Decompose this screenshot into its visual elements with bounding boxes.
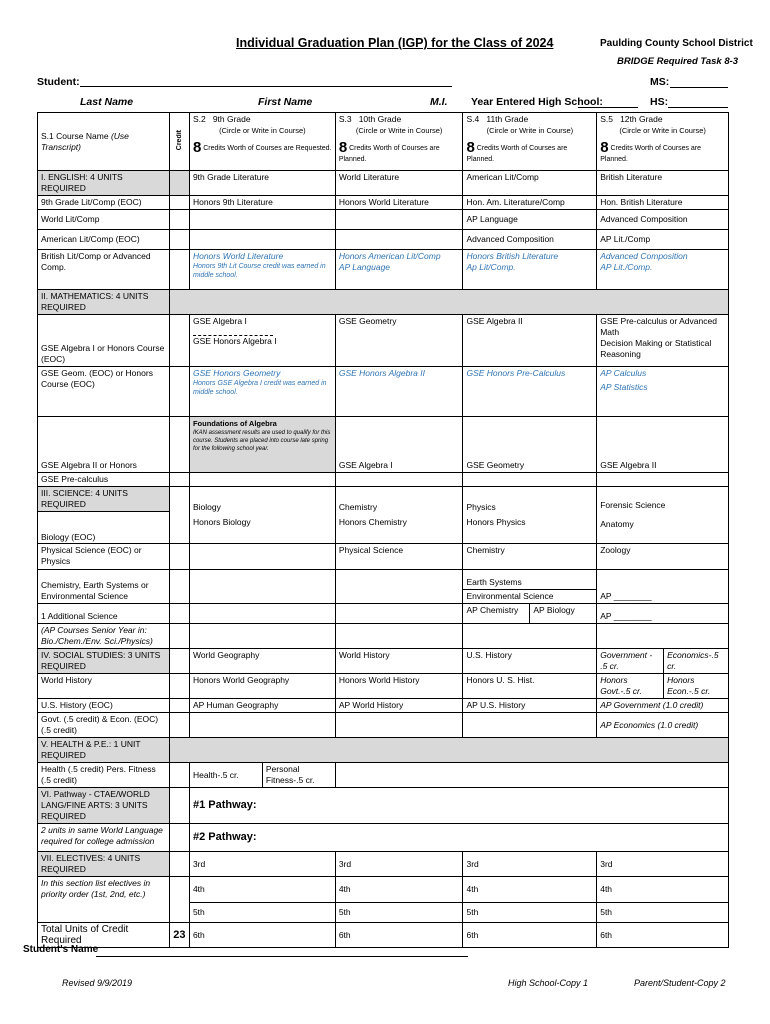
course-cell[interactable]: GSE Geometry — [463, 417, 597, 473]
table-row — [38, 824, 729, 852]
course-cell[interactable]: AP Human Geography — [189, 699, 335, 713]
requirement-label: (AP Courses Senior Year in: Bio./Chem./Env. Sci./Physics) — [38, 624, 170, 649]
table-row — [38, 544, 729, 570]
course-cell[interactable]: AP Economics (1.0 credit) — [597, 713, 729, 738]
course-cell[interactable]: Advanced Composition — [600, 251, 688, 261]
requirement-label: Health (.5 credit) Pers. Fitness (.5 credit) — [38, 763, 170, 788]
table-row — [38, 604, 729, 624]
course-cell[interactable]: Earth Systems — [463, 576, 596, 590]
course-cell[interactable]: GSE Honors Algebra I — [192, 336, 277, 346]
district-name: Paulding County School District — [600, 38, 753, 49]
course-cell[interactable]: AP Government (1.0 credit) — [597, 699, 729, 713]
course-cell[interactable]: GSE Algebra I — [335, 417, 463, 473]
course-cell[interactable]: Honors World Literature — [192, 251, 284, 261]
electives-section: VII. ELECTIVES: 4 UNITS REQUIRED — [38, 852, 170, 877]
page-title: Individual Graduation Plan (IGP) for the Class of 2024 — [236, 36, 554, 50]
table-row — [38, 487, 729, 544]
course-cell[interactable]: AP Statistics — [600, 382, 648, 392]
course-cell[interactable]: Hon. Am. Literature/Comp — [463, 196, 597, 210]
electives-note: In this section list electives in priority order (1st, 2nd, etc.) — [38, 877, 170, 923]
requirement-label: 1 Additional Science — [38, 604, 170, 624]
course-cell[interactable]: Biology — [192, 502, 221, 512]
course-cell[interactable]: AP Chemistry — [463, 604, 530, 624]
course-cell[interactable]: Advanced Composition — [463, 230, 597, 250]
hs-field[interactable] — [668, 107, 728, 108]
table-row — [38, 473, 729, 487]
table-row — [38, 649, 729, 674]
elective-slot[interactable]: 3rd — [335, 852, 463, 877]
table-row — [38, 923, 729, 948]
g10-credits-text: Credits Worth of Courses are Planned. — [338, 145, 440, 163]
course-cell[interactable]: Honors British Literature — [466, 251, 559, 261]
course-cell[interactable]: American Lit/Comp — [463, 171, 597, 196]
course-cell[interactable]: Honors 9th Literature — [189, 196, 335, 210]
math-section-row — [38, 290, 729, 315]
social-section: IV. SOCIAL STUDIES: 3 UNITS REQUIRED — [38, 649, 170, 674]
elective-slot[interactable]: 4th — [463, 877, 597, 903]
copy-1-label: High School-Copy 1 — [508, 978, 589, 988]
course-cell[interactable]: Honors U. S. Hist. — [463, 674, 597, 699]
table-row — [38, 852, 729, 877]
course-cell[interactable]: Honors Econ.-.5 cr. — [664, 674, 729, 699]
igp-table — [37, 112, 729, 948]
course-note: IKAN assessment results are used to qualify for this course. Students are placed into course late spring for the following school year. — [192, 430, 331, 452]
pathway-note: 2 units in same World Language required for college admission — [38, 824, 170, 852]
course-cell[interactable]: Foundations of Algebra — [192, 419, 277, 428]
course-cell[interactable]: AP Lit./Comp — [597, 230, 729, 250]
health-section: V. HEALTH & P.E.: 1 UNIT REQUIRED — [38, 738, 170, 763]
course-cell[interactable]: AP Biology — [530, 604, 597, 624]
revised-date: Revised 9/9/2019 — [62, 978, 133, 988]
course-cell[interactable]: AP ________ — [597, 570, 729, 604]
total-value: 23 — [169, 923, 189, 948]
elective-slot[interactable]: 3rd — [189, 852, 335, 877]
table-row — [38, 713, 729, 738]
total-label: Total Units of Credit Required — [41, 924, 129, 946]
table-row — [38, 763, 729, 788]
g11-credits-num: 8 — [466, 139, 475, 156]
ms-label: MS: — [650, 76, 670, 88]
elective-slot[interactable]: 6th — [335, 923, 463, 948]
elective-slot[interactable]: 6th — [189, 923, 335, 948]
g12-code: S.5 — [600, 114, 613, 124]
course-cell[interactable]: Honors American Lit/Comp — [338, 251, 441, 261]
course-cell[interactable]: GSE Honors Geometry — [192, 368, 281, 378]
course-cell[interactable]: Chemistry — [338, 502, 378, 512]
elective-slot[interactable]: 3rd — [463, 852, 597, 877]
course-cell[interactable]: GSE Pre-calculus or Advanced Math — [600, 316, 717, 337]
table-row — [38, 250, 729, 290]
course-cell[interactable]: Honors Chemistry — [338, 517, 407, 527]
math-section: II. MATHEMATICS: 4 UNITS REQUIRED — [38, 290, 170, 315]
g9-credits-text: Credits Worth of Courses are Requested. — [203, 145, 332, 152]
elective-slot[interactable]: 4th — [597, 877, 729, 903]
year-entered-field[interactable] — [578, 107, 638, 108]
course-cell[interactable]: 9th Grade Literature — [189, 171, 335, 196]
elective-slot[interactable]: 5th — [189, 903, 335, 923]
course-cell[interactable]: Government - .5 cr. — [597, 649, 664, 674]
course-cell[interactable]: Anatomy — [600, 519, 634, 529]
g12-header: 12th Grade — [620, 114, 663, 124]
copy-2-label: Parent/Student-Copy 2 — [634, 978, 726, 988]
table-row — [38, 230, 729, 250]
table-row — [38, 417, 729, 473]
requirement-label: Biology (EOC) — [41, 532, 96, 542]
course-cell[interactable]: Health-.5 cr. — [189, 763, 262, 788]
course-cell[interactable]: Hon. British Literature — [597, 196, 729, 210]
course-cell[interactable]: AP Lit./Comp. — [600, 262, 653, 272]
g9-sub: (Circle or Write in Course) — [219, 126, 306, 135]
science-section: III. SCIENCE: 4 UNITS REQUIRED — [38, 487, 169, 512]
course-cell[interactable]: Physics — [466, 502, 496, 512]
table-row — [38, 699, 729, 713]
last-name-label: Last Name — [80, 96, 134, 108]
course-cell[interactable]: Personal Fitness-.5 cr. — [262, 763, 335, 788]
student-label: Student: — [37, 76, 80, 88]
table-row — [38, 788, 729, 824]
course-cell[interactable]: GSE Honors Pre-Calculus — [463, 367, 597, 417]
task-label: BRIDGE Required Task 8-3 — [617, 56, 739, 67]
course-cell[interactable]: AP Language — [463, 210, 597, 230]
course-cell[interactable]: Zoology — [597, 544, 729, 570]
course-cell[interactable]: AP World History — [335, 699, 463, 713]
course-cell[interactable]: GSE Algebra II — [463, 315, 597, 367]
requirement-label: 9th Grade Lit/Comp (EOC) — [38, 196, 170, 210]
course-cell[interactable]: AP U.S. History — [463, 699, 597, 713]
year-entered-label: Year Entered High School: — [471, 96, 603, 108]
g11-sub: (Circle or Write in Course) — [486, 126, 574, 135]
pathway-section: VI. Pathway - CTAE/WORLD LANG/FINE ARTS: 3 UNITS REQUIRED — [38, 788, 170, 824]
english-section-row — [38, 171, 729, 196]
pathway-1-field[interactable]: #1 Pathway: — [189, 788, 728, 824]
elective-slot[interactable]: 6th — [597, 923, 729, 948]
course-name-header: S.1 Course Name — [41, 130, 109, 141]
course-cell[interactable]: GSE Algebra I — [192, 316, 247, 326]
requirement-label: Chemistry, Earth Systems or Environmental Science — [38, 570, 170, 604]
elective-slot[interactable]: 4th — [335, 877, 463, 903]
ms-field[interactable] — [670, 87, 728, 88]
student-name-field[interactable] — [80, 86, 452, 87]
course-cell[interactable]: Honors World Literature — [335, 196, 463, 210]
course-name-note: (Use Transcript) — [41, 130, 129, 152]
g9-credits-num: 8 — [192, 139, 202, 156]
elective-slot[interactable]: 3rd — [597, 852, 729, 877]
course-cell[interactable]: Ap Lit/Comp. — [466, 262, 516, 272]
health-section-row — [38, 738, 729, 763]
g12-sub: (Circle or Write in Course) — [619, 126, 706, 135]
course-cell[interactable]: Economics-.5 cr. — [664, 649, 729, 674]
table-row — [38, 315, 729, 367]
g10-sub: (Circle or Write in Course) — [355, 126, 443, 135]
course-cell[interactable]: Honors Govt.-.5 cr. — [597, 674, 664, 699]
course-note: Honors 9th Lit Course credit was earned in middle school. — [192, 263, 326, 279]
g9-header: 9th Grade — [212, 114, 251, 124]
english-section: I. ENGLISH: 4 UNITS REQUIRED — [38, 171, 170, 196]
course-cell[interactable]: World History — [335, 649, 463, 674]
course-cell[interactable]: Honors Biology — [192, 517, 251, 527]
course-cell[interactable]: Honors Physics — [466, 517, 526, 527]
course-cell[interactable]: GSE Geometry — [335, 315, 463, 367]
table-row — [38, 570, 729, 604]
table-row — [38, 196, 729, 210]
elective-slot[interactable]: 5th — [597, 903, 729, 923]
course-cell[interactable]: AP Language — [338, 262, 391, 272]
requirement-label: British Lit/Comp or Advanced Comp. — [38, 250, 170, 290]
course-cell[interactable]: Honors World History — [335, 674, 463, 699]
elective-slot[interactable]: 6th — [463, 923, 597, 948]
course-cell[interactable]: Decision Making or Statistical Reasoning — [600, 338, 712, 359]
requirement-label: Govt. (.5 credit) & Econ. (EOC) (.5 credit) — [38, 713, 170, 738]
pathway-2-field[interactable]: #2 Pathway: — [189, 824, 728, 852]
course-cell[interactable]: AP ________ — [597, 604, 729, 624]
requirement-label: U.S. History (EOC) — [38, 699, 170, 713]
table-row — [38, 367, 729, 417]
course-cell[interactable]: World Literature — [335, 171, 463, 196]
course-cell[interactable]: World Geography — [189, 649, 335, 674]
course-cell[interactable]: Environmental Science — [466, 591, 554, 601]
g10-credits-num: 8 — [338, 139, 348, 156]
g10-code: S.3 — [338, 114, 352, 124]
course-cell[interactable]: GSE Honors Algebra II — [335, 367, 463, 417]
course-cell[interactable]: Advanced Composition — [597, 210, 729, 230]
first-name-label: First Name — [258, 96, 313, 108]
course-cell[interactable]: Chemistry — [463, 544, 597, 570]
elective-slot[interactable]: 5th — [335, 903, 463, 923]
g12-credits-text: Credits Worth of Courses are Planned. — [600, 145, 702, 163]
requirement-label: GSE Geom. (EOC) or Honors Course (EOC) — [38, 367, 170, 417]
course-cell[interactable]: Honors World Geography — [189, 674, 335, 699]
requirement-label: GSE Algebra II or Honors — [38, 417, 170, 473]
requirement-label: Physical Science (EOC) or Physics — [38, 544, 170, 570]
course-cell[interactable]: British Literature — [597, 171, 729, 196]
requirement-label: American Lit/Comp (EOC) — [38, 230, 170, 250]
course-cell[interactable]: GSE Algebra II — [597, 417, 729, 473]
g11-code: S.4 — [466, 114, 480, 124]
g9-code: S.2 — [192, 114, 206, 124]
course-cell[interactable]: AP Calculus — [600, 368, 647, 378]
elective-slot[interactable]: 4th — [189, 877, 335, 903]
requirement-label: World History — [38, 674, 170, 699]
g11-header: 11th Grade — [486, 114, 529, 124]
course-cell[interactable]: Physical Science — [335, 544, 463, 570]
g12-credits-num: 8 — [600, 139, 609, 156]
course-cell[interactable]: U.S. History — [463, 649, 597, 674]
g11-credits-text: Credits Worth of Courses are Planned. — [466, 145, 568, 163]
requirement-label: World Lit/Comp — [38, 210, 170, 230]
table-row — [38, 674, 729, 699]
column-header-row — [38, 113, 729, 171]
table-row — [38, 877, 729, 903]
course-note: Honors GSE Algebra I credit was earned in middle school. — [192, 380, 327, 396]
g10-header: 10th Grade — [358, 114, 402, 124]
credit-header: Credit — [175, 129, 183, 151]
table-row — [38, 210, 729, 230]
hs-label: HS: — [650, 96, 669, 108]
requirement-label: GSE Algebra I or Honors Course (EOC) — [38, 315, 170, 367]
table-row — [38, 624, 729, 649]
students-name-field[interactable] — [96, 956, 468, 957]
mi-label: M.I. — [430, 96, 448, 108]
elective-slot[interactable]: 5th — [463, 903, 597, 923]
students-name-label: Student's Name — [23, 944, 99, 955]
requirement-label: GSE Pre-calculus — [38, 473, 170, 487]
course-cell[interactable]: Forensic Science — [600, 500, 666, 510]
